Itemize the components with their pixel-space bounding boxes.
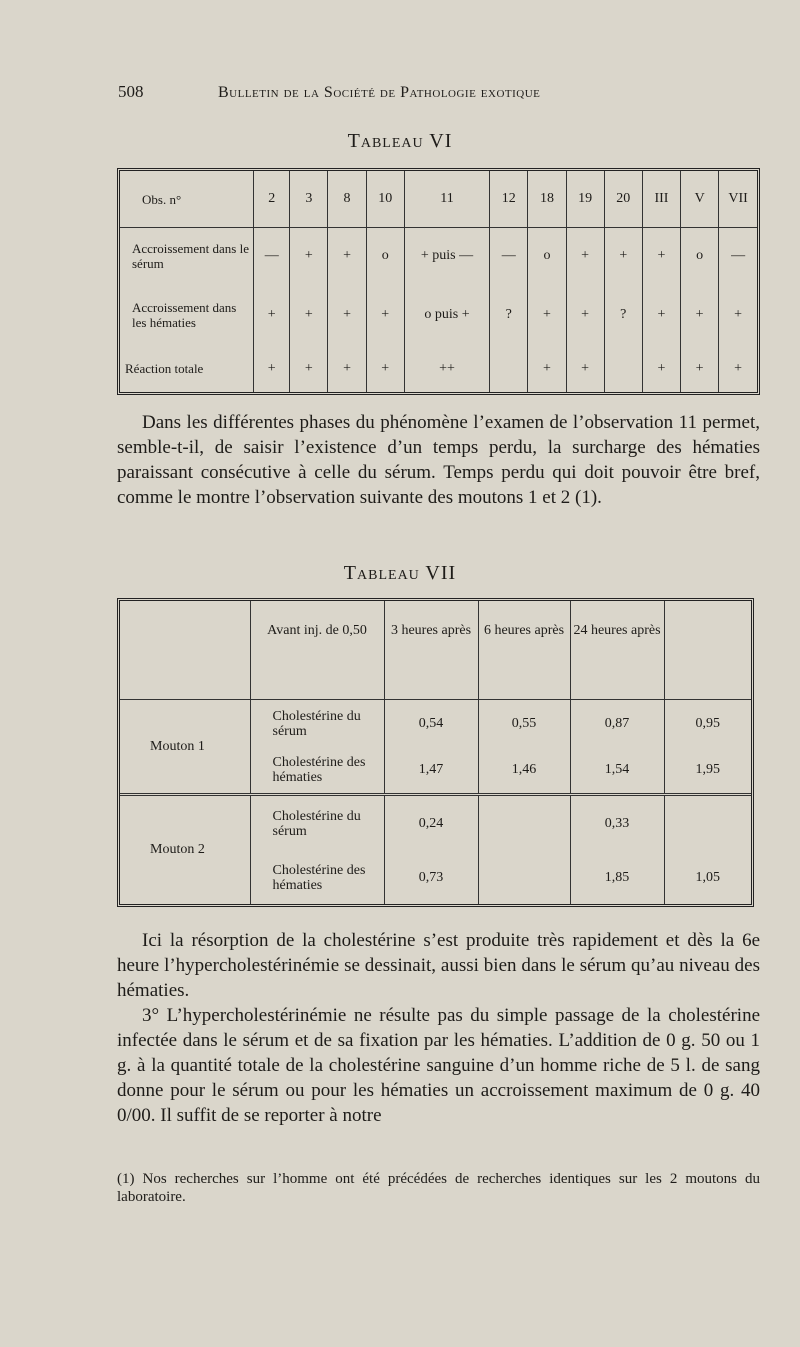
table-cell: o: [366, 228, 404, 284]
group-label: Mouton 2: [120, 794, 250, 904]
table-cell: o puis +: [404, 284, 489, 346]
table-cell: ?: [604, 284, 642, 346]
table6-grid: [120, 171, 757, 392]
table7: [117, 598, 754, 907]
table6-caption: Tableau VI: [347, 130, 453, 152]
table-cell: [664, 794, 751, 852]
paragraph-2: [117, 928, 760, 1128]
table-cell: +: [681, 346, 719, 392]
table6-col-header: 20: [604, 171, 642, 228]
table6-col-header: 12: [490, 171, 528, 228]
table-cell: 0,87: [570, 700, 664, 747]
footnote: (1) Nos recherches sur l’homme ont été précédées de recherches identiques sur les 2 moutons du laboratoire.: [117, 1171, 760, 1205]
table-cell: 1,47: [384, 747, 478, 794]
table-cell: +: [642, 346, 680, 392]
table6-head-label: Obs. n°: [120, 171, 254, 228]
table-cell: +: [328, 228, 366, 284]
table-cell: +: [254, 346, 290, 392]
row-label: Cholestérine du sérum: [250, 794, 384, 852]
row-label: Cholestérine des hématies: [250, 747, 384, 794]
table7-col-header: 3 heures après: [384, 601, 478, 700]
table-cell: +: [328, 284, 366, 346]
table-cell: +: [528, 284, 566, 346]
table-cell: 1,54: [570, 747, 664, 794]
table-cell: +: [642, 228, 680, 284]
table-cell: +: [290, 228, 328, 284]
table6-col-header: 11: [404, 171, 489, 228]
row-label: Accroissement dans les hématies: [132, 300, 237, 331]
table-cell: 1,85: [570, 852, 664, 904]
table6-col-header: V: [681, 171, 719, 228]
table7-empty-head: [120, 601, 250, 700]
journal-title: Bulletin de la Société de Pathologie exotique: [218, 84, 541, 101]
table-cell: 1,05: [664, 852, 751, 904]
table-cell: + puis —: [404, 228, 489, 284]
table6-row: [120, 346, 757, 392]
table7-col-header: 24 heures après: [570, 601, 664, 700]
table-cell: ?: [490, 284, 528, 346]
paragraph-1: [117, 410, 760, 510]
table-cell: +: [290, 284, 328, 346]
paragraph-text: 3° L’hypercholestérinémie ne résulte pas du simple passage de la cholestérine infectée dans le sérum et de sa fixation par les hématies. L’addition de 0 g. 50 ou 1 g. à la quantité totale de la cholestérine sanguine d’un homme riche de 5 l. de sang donne pour le sérum ou pour les hématies un accroissement maximum de 0 g. 40 0/00. Il suffit de se reporter à notre: [117, 1005, 760, 1126]
table6-col-header: 19: [566, 171, 604, 228]
table7-caption: Tableau VII: [343, 562, 457, 584]
table-cell: +: [566, 284, 604, 346]
row-label: Accroissement dans le sérum: [132, 241, 249, 272]
table7-col-header: 6 heures après: [478, 601, 570, 700]
table-cell: +: [719, 346, 757, 392]
table-cell: —: [719, 228, 757, 284]
table-cell: [490, 346, 528, 392]
table6-header-row: [120, 171, 757, 228]
table6: [117, 168, 760, 395]
table7-col-header: [664, 601, 751, 700]
table7-header-row: [120, 601, 751, 700]
table-cell: +: [366, 346, 404, 392]
table-cell: +: [604, 228, 642, 284]
table-cell: [604, 346, 642, 392]
table7-col-header: Avant inj. de 0,50: [250, 601, 384, 700]
table-cell: —: [254, 228, 290, 284]
table7-row: [120, 794, 751, 852]
table-cell: +: [528, 346, 566, 392]
table7-row: [120, 700, 751, 747]
table-cell: +: [328, 346, 366, 392]
table-cell: 1,46: [478, 747, 570, 794]
table-cell: 0,95: [664, 700, 751, 747]
table-cell: +: [566, 346, 604, 392]
paragraph-text: Dans les différentes phases du phénomène l’examen de l’observation 11 permet, semble-t-il, de saisir l’existence d’un temps perdu, la surcharge des hématies paraissant consécutive à celle du sérum. Temps perdu qui doit pouvoir être bref, comme le montre l’observation suivante des moutons 1 et 2 (1).: [117, 412, 760, 508]
table-cell: +: [566, 228, 604, 284]
table-cell: ++: [404, 346, 489, 392]
table-cell: 1,95: [664, 747, 751, 794]
table-cell: +: [290, 346, 328, 392]
row-label: Réaction totale: [125, 361, 204, 377]
table7-grid: [120, 601, 751, 904]
table6-row: [120, 228, 757, 284]
table-cell: 0,54: [384, 700, 478, 747]
page-number: 508: [118, 82, 144, 101]
table-cell: 0,55: [478, 700, 570, 747]
table6-row: [120, 284, 757, 346]
table6-col-header: VII: [719, 171, 757, 228]
group-label: Mouton 1: [150, 738, 205, 754]
table6-col-header: 2: [254, 171, 290, 228]
table-cell: 0,24: [384, 794, 478, 852]
table-cell: 0,73: [384, 852, 478, 904]
table-cell: o: [681, 228, 719, 284]
row-label: Cholestérine du sérum: [250, 700, 384, 747]
table6-col-header: 3: [290, 171, 328, 228]
table-cell: 0,33: [570, 794, 664, 852]
table-cell: o: [528, 228, 566, 284]
table6-col-header: 8: [328, 171, 366, 228]
table6-col-header: 18: [528, 171, 566, 228]
table-cell: —: [490, 228, 528, 284]
table-cell: +: [254, 284, 290, 346]
table-cell: [478, 794, 570, 852]
table-cell: +: [642, 284, 680, 346]
table-cell: +: [681, 284, 719, 346]
paragraph-text: Ici la résorption de la cholestérine s’est produite très rapidement et dès la 6e heure l’hypercholestérinémie se dessinait, aussi bien dans le sérum qu’au niveau des hématies.: [117, 930, 760, 1001]
table6-col-header: 10: [366, 171, 404, 228]
table-cell: [478, 852, 570, 904]
row-label: Cholestérine des hématies: [250, 852, 384, 904]
table-cell: +: [366, 284, 404, 346]
table-cell: +: [719, 284, 757, 346]
table6-col-header: III: [642, 171, 680, 228]
